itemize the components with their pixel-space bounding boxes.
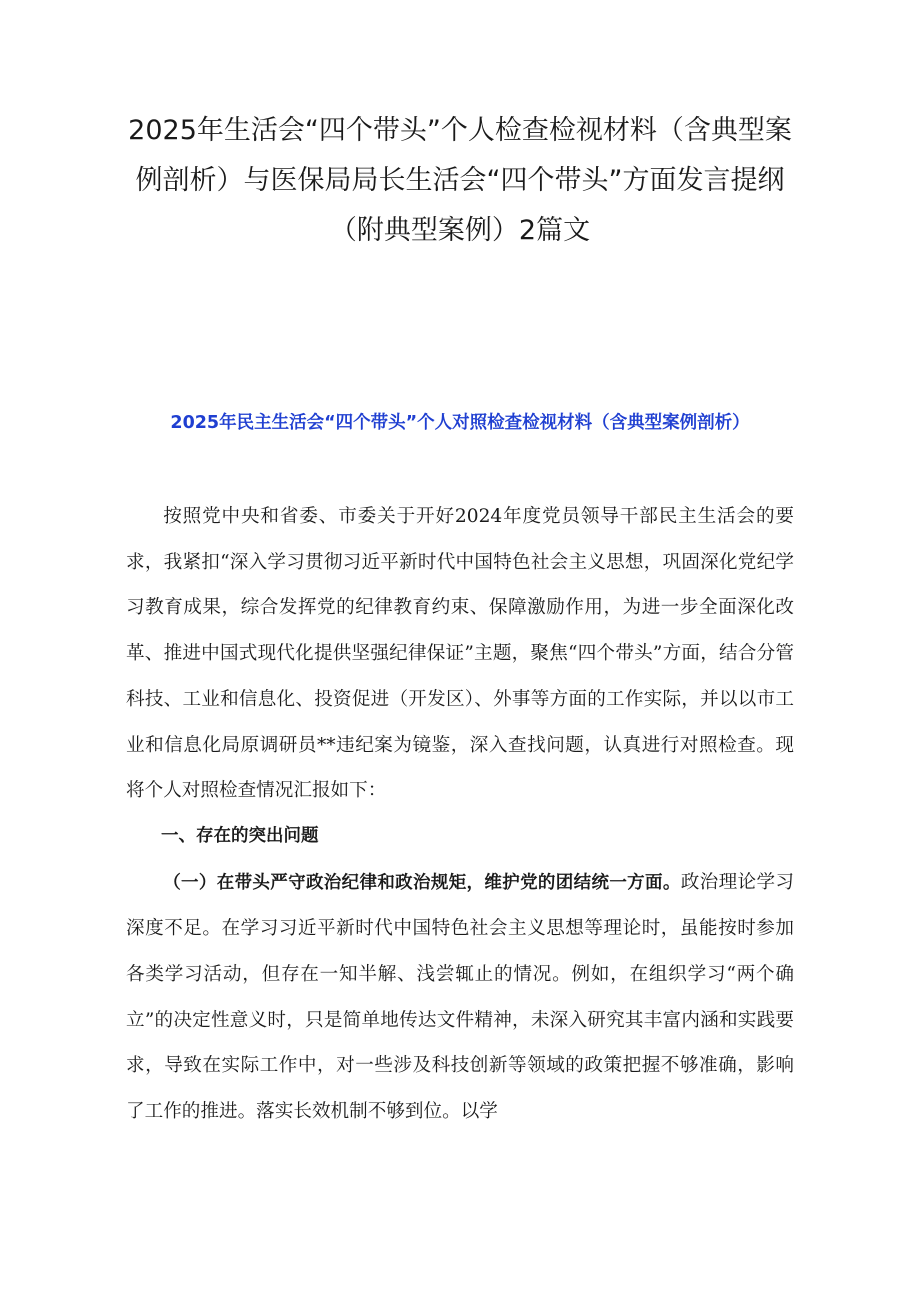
document-body — [126, 494, 794, 1135]
document-title: 2025年生活会“四个带头”个人检查检视材料（含典型案例剖析）与医保局局长生活会“四个带头”方面发言提纲（附典型案例）2篇文 — [128, 115, 792, 246]
subsection-1-paragraph — [126, 860, 794, 1135]
section-title: 2025年民主生活会“四个带头”个人对照检查检视材料（含典型案例剖析） — [170, 413, 750, 433]
intro-paragraph: 按照党中央和省委、市委关于开好2024年度党员领导干部民主生活会的要求，我紧扣“深入学习贯彻习近平新时代中国特色社会主义思想，巩固深化党纪学习教育成果，综合发挥党的纪律教育约束、保障激励作用，为进一步全面深化改革、推进中国式现代化提供坚强纪律保证”主题，聚焦“四个带头”方面，结合分管科技、工业和信息化、投资促进（开发区）、外事等方面的工作实际，并以以市工业和信息化局原调研员**违纪案为镜鉴，深入查找问题，认真进行对照检查。现将个人对照检查情况汇报如下： — [126, 506, 794, 802]
subsection-1-lead: （一）在带头严守政治纪律和政治规矩，维护党的团结统一方面。 — [163, 872, 681, 893]
heading-problems: 一、存在的突出问题 — [161, 825, 319, 846]
subsection-1-body: 政治理论学习深度不足。在学习习近平新时代中国特色社会主义思想等理论时，虽能按时参加各类学习活动，但存在一知半解、浅尝辄止的情况。例如，在组织学习“两个确立”的决定性意义时，只是简单地传达文件精神，未深入研究其丰富内涵和实践要求，导致在实际工作中，对一些涉及科技创新等领域的政策把握不够准确，影响了工作的推进。落实长效机制不够到位。以学 — [126, 871, 794, 1123]
